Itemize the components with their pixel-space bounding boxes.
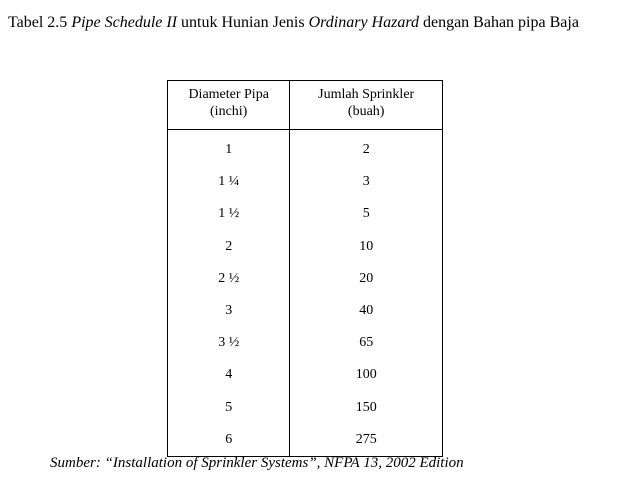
sprinkler-cell: 65: [290, 327, 443, 359]
sprinkler-cell: 3: [290, 166, 443, 198]
sprinkler-cell: 10: [290, 231, 443, 263]
diameter-cell: 4: [168, 359, 290, 391]
sprinkler-cell: 2: [290, 130, 443, 167]
source-citation: Sumber: “Installation of Sprinkler Systems”, NFPA 13, 2002 Edition: [50, 455, 464, 471]
header-sprinkler-line2: (buah): [347, 104, 385, 119]
sprinkler-cell: 20: [290, 263, 443, 295]
header-diameter-line2: (inchi): [210, 104, 248, 119]
caption-italic-ordinary-hazard: Ordinary Hazard: [308, 14, 419, 31]
diameter-cell: 3: [168, 295, 290, 327]
sprinkler-cell: 40: [290, 295, 443, 327]
header-sprinkler-line1: Jumlah Sprinkler: [318, 87, 415, 102]
table-row: [168, 198, 443, 230]
table-row: [168, 295, 443, 327]
table-row: [168, 263, 443, 295]
table-row: [168, 166, 443, 198]
table-row: [168, 392, 443, 424]
diameter-cell: 1 ¼: [168, 166, 290, 198]
header-sprinkler-count: [290, 81, 443, 130]
sprinkler-cell: 100: [290, 359, 443, 391]
table-row: [168, 424, 443, 457]
table-header-row: [168, 81, 443, 130]
sprinkler-cell: 150: [290, 392, 443, 424]
table-row: [168, 130, 443, 167]
diameter-cell: 2: [168, 231, 290, 263]
diameter-cell: 1 ½: [168, 198, 290, 230]
sprinkler-table: [167, 80, 443, 457]
table-caption: [8, 10, 632, 35]
diameter-cell: 3 ½: [168, 327, 290, 359]
caption-suffix: dengan Bahan pipa Baja: [418, 14, 579, 31]
table-row: [168, 327, 443, 359]
sprinkler-cell: 5: [290, 198, 443, 230]
sprinkler-cell: 275: [290, 424, 443, 457]
header-diameter: [168, 81, 290, 130]
diameter-cell: 2 ½: [168, 263, 290, 295]
header-diameter-line1: Diameter Pipa: [188, 87, 269, 102]
caption-middle: untuk Hunian Jenis: [177, 14, 309, 31]
diameter-cell: 6: [168, 424, 290, 457]
diameter-cell: 5: [168, 392, 290, 424]
caption-prefix: Tabel 2.5: [8, 14, 72, 31]
table-row: [168, 231, 443, 263]
diameter-cell: 1: [168, 130, 290, 167]
caption-italic-pipe-schedule: Pipe Schedule II: [71, 14, 178, 31]
table-row: [168, 359, 443, 391]
